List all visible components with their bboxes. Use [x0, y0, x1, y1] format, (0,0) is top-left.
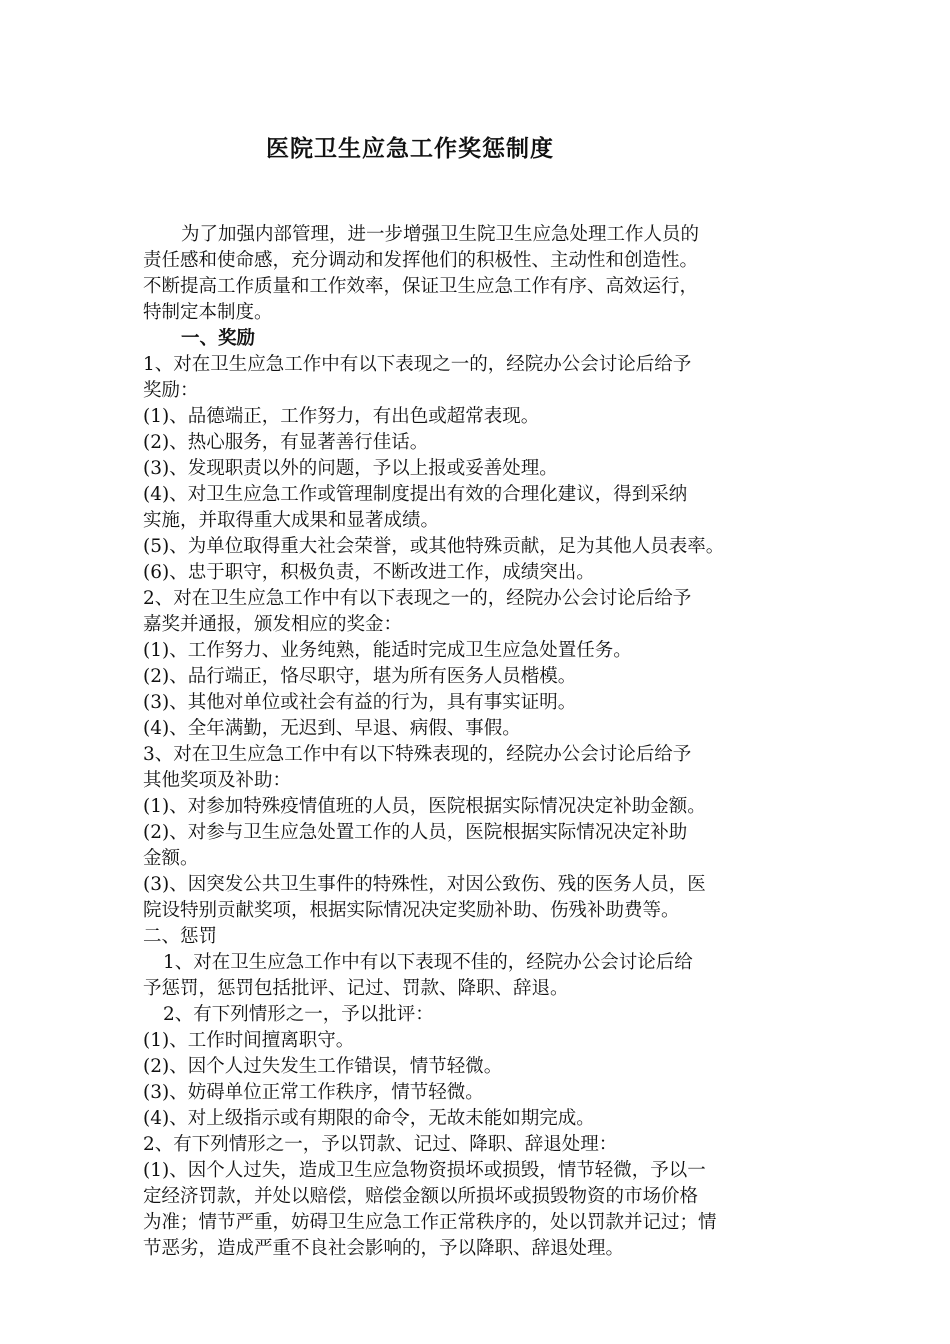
text-line: (4)、对卫生应急工作或管理制度提出有效的合理化建议，得到采纳 — [143, 484, 688, 505]
text-line: 金额。 — [143, 848, 199, 869]
document-body — [143, 222, 823, 1262]
text-line: 奖励： — [143, 380, 199, 401]
text-line: (4)、对上级指示或有期限的命令，无故未能如期完成。 — [143, 1108, 595, 1129]
text-line: 2、对在卫生应急工作中有以下表现之一的，经院办公会讨论后给予 — [143, 588, 692, 609]
text-line: (2)、对参与卫生应急处置工作的人员，医院根据实际情况决定补助 — [143, 822, 688, 843]
text-line: 1、对在卫生应急工作中有以下表现不佳的，经院办公会讨论后给 — [163, 952, 693, 973]
text-line: 为准；情节严重，妨碍卫生应急工作正常秩序的，处以罚款并记过；情 — [143, 1212, 717, 1233]
text-line: (3)、妨碍单位正常工作秩序，情节轻微。 — [143, 1082, 484, 1103]
text-line: (1)、工作时间擅离职守。 — [143, 1030, 355, 1051]
intro-paragraph-line: 为了加强内部管理，进一步增强卫生院卫生应急处理工作人员的 — [181, 224, 700, 245]
intro-paragraph-line: 责任感和使命感，充分调动和发挥他们的积极性、主动性和创造性。 — [143, 250, 699, 271]
text-line: 2、有下列情形之一，予以批评： — [163, 1004, 434, 1025]
text-line: 其他奖项及补助： — [143, 770, 292, 791]
intro-paragraph-line: 特制定本制度。 — [143, 302, 273, 323]
text-line: 1、对在卫生应急工作中有以下表现之一的，经院办公会讨论后给予 — [143, 354, 692, 375]
text-line: (2)、因个人过失发生工作错误，情节轻微。 — [143, 1056, 503, 1077]
text-line: (1)、因个人过失，造成卫生应急物资损坏或损毁，情节轻微，予以一 — [143, 1160, 706, 1181]
text-line: 院设特别贡献奖项，根据实际情况决定奖励补助、伤残补助费等。 — [143, 900, 680, 921]
text-line: (2)、热心服务，有显著善行佳话。 — [143, 432, 429, 453]
text-line: (3)、发现职责以外的问题，予以上报或妥善处理。 — [143, 458, 558, 479]
text-line: (1)、品德端正，工作努力，有出色或超常表现。 — [143, 406, 540, 427]
text-line: (3)、因突发公共卫生事件的特殊性，对因公致伤、残的医务人员，医 — [143, 874, 706, 895]
text-line: (2)、品行端正，恪尽职守，堪为所有医务人员楷模。 — [143, 666, 577, 687]
section-heading-penalties: 二、惩罚 — [143, 926, 218, 947]
text-line: (1)、工作努力、业务纯熟，能适时完成卫生应急处置任务。 — [143, 640, 632, 661]
text-line: (5)、为单位取得重大社会荣誉，或其他特殊贡献，足为其他人员表率。 — [143, 536, 725, 557]
text-line: 2、有下列情形之一，予以罚款、记过、降职、辞退处理： — [143, 1134, 618, 1155]
text-line: 实施，并取得重大成果和显著成绩。 — [143, 510, 440, 531]
text-line: (1)、对参加特殊疫情值班的人员，医院根据实际情况决定补助金额。 — [143, 796, 706, 817]
text-line: (4)、全年满勤，无迟到、早退、病假、事假。 — [143, 718, 521, 739]
text-line: 3、对在卫生应急工作中有以下特殊表现的，经院办公会讨论后给予 — [143, 744, 692, 765]
text-line: 定经济罚款，并处以赔偿，赔偿金额以所损坏或损毁物资的市场价格 — [143, 1186, 699, 1207]
text-line: 节恶劣，造成严重不良社会影响的，予以降职、辞退处理。 — [143, 1238, 625, 1259]
intro-paragraph-line: 不断提高工作质量和工作效率，保证卫生应急工作有序、高效运行， — [143, 276, 699, 297]
document-title: 医院卫生应急工作奖惩制度 — [266, 135, 554, 162]
text-line: 嘉奖并通报，颁发相应的奖金： — [143, 614, 403, 635]
text-line: (3)、其他对单位或社会有益的行为，具有事实证明。 — [143, 692, 577, 713]
text-line: 予惩罚，惩罚包括批评、记过、罚款、降职、辞退。 — [143, 978, 569, 999]
section-heading-rewards: 一、奖励 — [181, 328, 256, 349]
text-line: (6)、忠于职守，积极负责，不断改进工作，成绩突出。 — [143, 562, 595, 583]
